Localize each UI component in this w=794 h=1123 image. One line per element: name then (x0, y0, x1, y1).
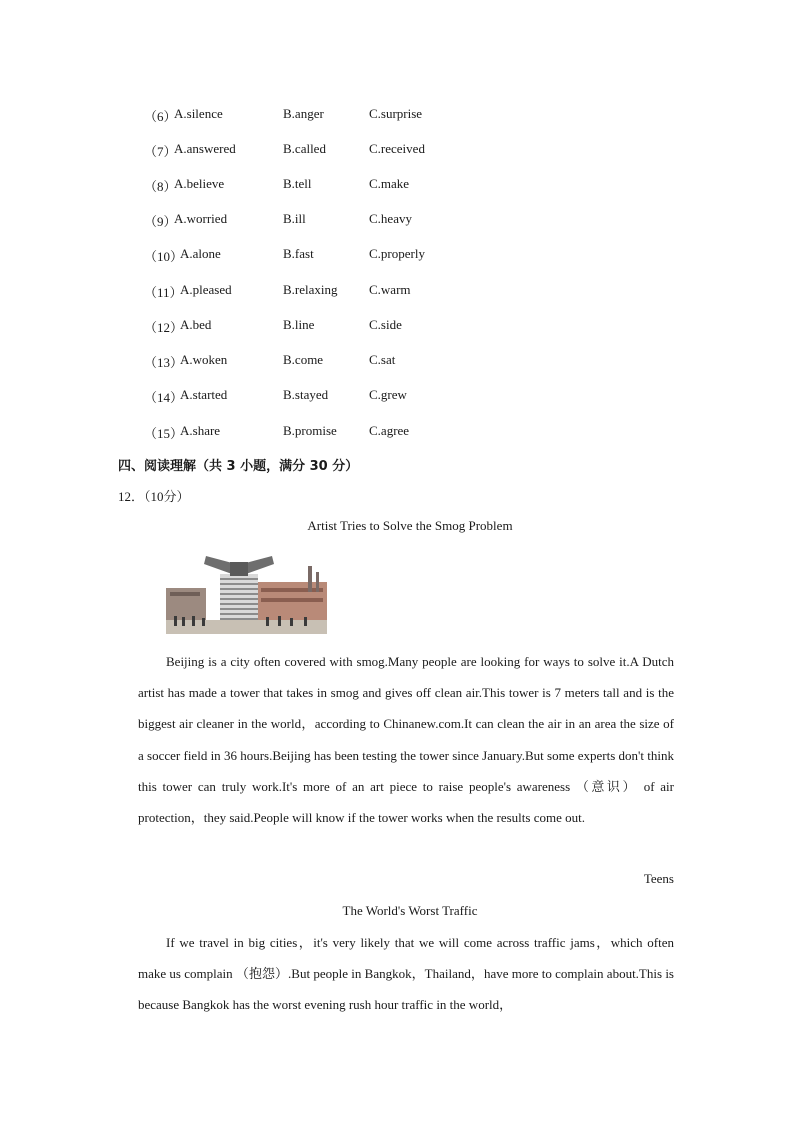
option-b: B.tell (283, 176, 312, 191)
option-row-8 (144, 176, 564, 196)
option-row-15 (144, 423, 564, 443)
option-b: B.called (283, 141, 326, 156)
option-c: C.properly (369, 246, 425, 261)
option-a: A.answered (174, 141, 236, 156)
option-number: （8） (144, 179, 177, 194)
option-row-9 (144, 211, 564, 231)
option-c: C.side (369, 317, 402, 332)
option-c: C.heavy (369, 211, 412, 226)
option-b: B.fast (283, 246, 314, 261)
option-number: （10） (144, 249, 184, 264)
option-row-7 (144, 141, 564, 161)
option-number: （12） (144, 320, 184, 335)
option-number: （6） (144, 109, 177, 124)
option-a: A.silence (174, 106, 223, 121)
option-a: A.started (180, 387, 228, 402)
article-title: The World's Worst Traffic (342, 903, 478, 918)
option-c: C.agree (369, 423, 410, 438)
option-row-11 (144, 282, 564, 302)
option-c: C.grew (369, 387, 407, 402)
option-a: A.bed (180, 317, 212, 332)
option-c: C.received (369, 141, 425, 156)
option-b: B.anger (283, 106, 324, 121)
option-b: B.ill (283, 211, 306, 226)
option-number: （9） (144, 214, 177, 229)
article-paragraph: If we travel in big cities，it's very likely that we will come across traffic jams，which often make us complain （抱怨）.But people in Bangkok，Thailand，have more to complain about.This is because Bangkok has the worst evening rush hour traffic in the world， (138, 935, 674, 1013)
option-number: （11） (144, 285, 183, 300)
option-row-12 (144, 317, 564, 337)
option-a: A.believe (174, 176, 225, 191)
option-a: A.woken (180, 352, 228, 367)
option-row-14 (144, 387, 564, 407)
article-paragraph: Beijing is a city often covered with smog.Many people are looking for ways to solve it.A Dutch artist has made a tower that takes in smog and gives off clean air.This tower is 7 meters tall and is the biggest air cleaner in the world，according to Chinanew.com.It can clean the air in an area the size of a soccer field in 36 hours.Beijing has been testing the tower since January.But some experts don't think this tower can truly work.It's more of an art piece to raise people's awareness （意识） of air protection，they said.People will know if the tower works when the results come out. (138, 654, 674, 826)
option-number: （13） (144, 355, 184, 370)
option-b: B.line (283, 317, 315, 332)
option-c: C.make (369, 176, 410, 191)
source-credit: Teens (643, 871, 674, 886)
option-c: C.warm (369, 282, 411, 297)
option-c: C.surprise (369, 106, 423, 121)
option-a: A.alone (180, 246, 221, 261)
option-a: A.pleased (180, 282, 232, 297)
option-number: （15） (144, 426, 184, 441)
option-b: B.relaxing (283, 282, 338, 297)
section-heading: 四、阅读理解（共 3 小题，满分 30 分） (118, 459, 359, 474)
question-number: 12．（10分） (118, 489, 190, 504)
option-row-10 (144, 246, 564, 266)
article-title: Artist Tries to Solve the Smog Problem (307, 518, 513, 533)
option-a: A.share (180, 423, 221, 438)
option-number: （7） (144, 144, 177, 159)
option-b: B.stayed (283, 387, 329, 402)
option-row-6 (144, 106, 564, 126)
option-b: B.come (283, 352, 324, 367)
smog-tower-photo (166, 552, 327, 634)
option-row-13 (144, 352, 564, 372)
option-a: A.worried (174, 211, 228, 226)
option-number: （14） (144, 390, 184, 405)
option-c: C.sat (369, 352, 396, 367)
option-b: B.promise (283, 423, 337, 438)
